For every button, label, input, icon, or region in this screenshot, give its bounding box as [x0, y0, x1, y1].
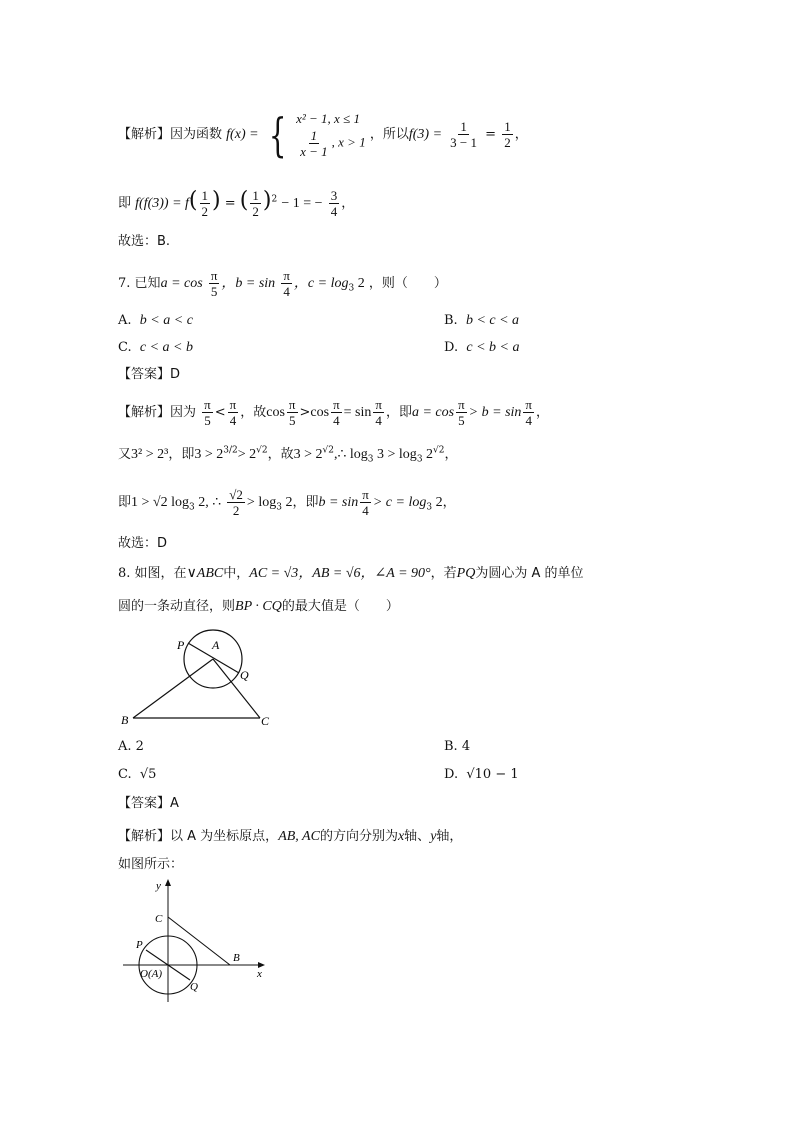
result-frac: $\frac{3}{4}$: [330, 188, 338, 219]
ff3-expr: f(f(3)) = f: [135, 196, 189, 211]
q7-choice: 故选：D: [118, 536, 168, 551]
label-c: C: [261, 714, 270, 728]
because: 因为: [170, 405, 197, 420]
y-arrow: [165, 879, 171, 886]
q7-option-a[interactable]: A. b < a < c: [118, 313, 193, 328]
solution6-line2: 即 f(f(3)) = f( $\frac{1}{2}$ ) = ( $\frac{1}{2}$ )$^2$ − 1 = − $\frac{3}{4}$ ，: [118, 188, 355, 219]
label-origin: O(A): [140, 968, 162, 980]
half-frac-2: $\frac{1}{2}$: [252, 188, 259, 219]
q7-solution-line1: 【解析】因为 $\frac{\pi}{5}$ < $\frac{\pi}{4}$ ，故cos $\frac{\pi}{5}$ >cos $\frac{\pi}{4}$ = sin $\frac{\pi}{4}$ ，即a = cos $\frac{\pi}{5}$ > b = sin $\frac{\pi}{4}$ ，: [118, 397, 549, 428]
label-a: A: [212, 638, 220, 652]
q8-figure-coordinates: [118, 877, 273, 1007]
pi4: $\frac{\pi}{4}$: [283, 268, 290, 299]
q8-stem-line2: 圆的一条动直径，则BP · CQ的最大值是（ ）: [118, 599, 399, 614]
q8-option-b[interactable]: B. 4: [444, 739, 471, 754]
minus-one: − 1 = −: [281, 196, 323, 211]
half-frac-1: $\frac{1}{2}$: [201, 188, 209, 219]
piece-2: $\frac{1}{x - 1}$ , x > 1: [300, 128, 366, 159]
segment-cb: [168, 917, 230, 965]
label-x: x: [257, 968, 262, 980]
so-text: ，所以: [369, 127, 409, 142]
label-b: B: [121, 713, 129, 727]
prefix: 即: [118, 196, 132, 211]
solution6-line1: [118, 107, 528, 162]
q7-a: a = cos: [160, 276, 203, 291]
q8-figure-triangle: [115, 625, 285, 730]
q7-b: ，b = sin: [221, 276, 276, 291]
label-c: C: [155, 913, 163, 925]
q7-stem: 7. 已知a = cos $\frac{\pi}{5}$ ，b = sin $\frac{\pi}{4}$ ，$c = \log_3 2$ ，则（ ）: [118, 268, 447, 299]
solution-label: 【解析】: [118, 127, 171, 142]
label-p: P: [177, 638, 185, 652]
q8-answer: 【答案】A: [118, 796, 179, 811]
q8-solution-line1: 【解析】以 A 为坐标原点，AB, AC的方向分别为x轴、y轴，: [118, 829, 463, 844]
piecewise-cases: [296, 110, 366, 159]
q7-text: 已知: [134, 276, 161, 291]
q8-option-d[interactable]: D. √10 − 1: [444, 767, 519, 782]
pi5: $\frac{\pi}{5}$: [210, 268, 218, 299]
q7-option-d[interactable]: D. c < b < a: [444, 340, 520, 355]
q7-solution-line3: 即1 > √2 $\log_3 2$, ∴ $\frac{√2}{2}$ > $\log_3 2$，即b = sin $\frac{\pi}{4}$ > $c = \log_3 2$，: [118, 487, 456, 518]
q7-option-c[interactable]: C. c < a < b: [118, 340, 193, 355]
f3-fraction: $\frac{1}{3 - 1}$: [450, 119, 478, 150]
label-y: y: [156, 880, 161, 892]
label-b: B: [233, 952, 240, 964]
suffix: ，: [341, 196, 355, 211]
solution-intro: 因为函数: [170, 127, 223, 142]
label-q: Q: [240, 668, 249, 682]
function-def: f(x) =: [226, 127, 259, 142]
side-ab: [133, 659, 213, 718]
f3-result: $\frac{1}{2}$: [504, 119, 511, 150]
comma: ，: [514, 127, 528, 142]
q8-option-a[interactable]: A. 2: [118, 739, 144, 754]
q7-option-b[interactable]: B. b < c < a: [444, 313, 520, 328]
eq-sign-2: =: [224, 196, 236, 211]
side-ac: [213, 659, 260, 718]
q8-solution-line2: 如图所示：: [118, 857, 184, 872]
q7-number: 7.: [118, 276, 131, 291]
q8-stem-line1: 8. 如图，在∨ABC中，AC = √3，AB = √6，∠A = 90°，若PQ为圆心为 A 的单位: [118, 566, 584, 581]
piecewise-brace: {: [268, 107, 287, 162]
label-q: Q: [190, 981, 198, 993]
f3-expr: f(3) =: [408, 127, 443, 142]
label-p: P: [136, 939, 143, 951]
piece-1: x² − 1, x ≤ 1: [296, 111, 360, 126]
q7-answer: 【答案】D: [118, 367, 181, 382]
piece-2-frac: $\frac{1}{x - 1}$: [300, 128, 328, 159]
eq-sign: =: [485, 127, 497, 142]
q7-c: ，c = log: [293, 276, 349, 291]
q7-solution-line2: 又3² > 2³，即$3 > 2^{3/2}> 2^{√2}$，故$3 > 2^{√2},\therefore$ $\log_3 3 > \log_3 2^{√2}$，: [118, 445, 458, 465]
answer6-choice: 故选：B.: [118, 234, 171, 249]
q8-option-c[interactable]: C. √5: [118, 767, 157, 782]
solution-label: 【解析】: [118, 405, 171, 420]
q7-tail: ，则（ ）: [368, 276, 447, 291]
